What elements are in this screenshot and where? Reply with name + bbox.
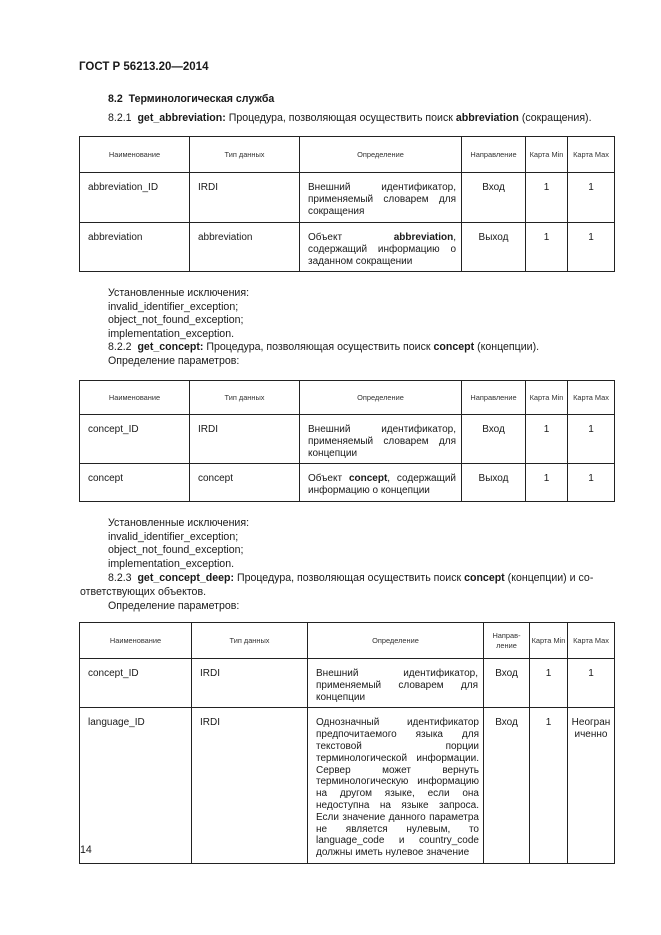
cell-min: 1 (543, 232, 550, 243)
exception-item: object_not_found_exception; (108, 544, 244, 557)
cell-type: IRDI (200, 717, 220, 729)
cell-max: 1 (588, 232, 594, 243)
exceptions-block-1 (108, 287, 249, 341)
section-heading (108, 93, 274, 107)
table-header-row (80, 381, 615, 415)
table-header-row (80, 137, 615, 173)
subsection-8-2-3 (108, 572, 593, 586)
cell-direction: Выход (478, 232, 509, 243)
params-title: Определение параметров: (108, 355, 240, 367)
procedure-text-end: (концепции). (477, 341, 540, 353)
parameters-table-2 (79, 380, 615, 502)
procedure-name: get_concept_deep: (137, 572, 234, 584)
exception-item: implementation_exception. (108, 327, 235, 340)
cell-definition: Однозначный идентификатор предпочитаемого языка для текстовой порции терминологической информации. Сервер может вернуть терминологическую информацию на другом языке, если она недоступна на языке запроса. Если значение данного параметра не является нулевым, то language_code и country_code должны иметь нулевое значение (316, 717, 479, 859)
procedure-text-end: (сокращения). (521, 112, 592, 124)
header-card-min: Карта Min (526, 381, 568, 415)
section-number: 8.2 (108, 93, 123, 105)
cell-type: abbreviation (198, 232, 253, 243)
cell-type: IRDI (198, 182, 218, 193)
header-type: Тип данных (190, 137, 300, 173)
header-name: Наименование (80, 137, 190, 173)
cell-name: abbreviation_ID (88, 182, 159, 193)
procedure-text-continued: ответствующих объектов. (80, 586, 207, 598)
cell-max: 1 (588, 473, 594, 485)
table-row (80, 464, 615, 502)
def-text-end: , содержащий информацию о заданном сокращении (308, 232, 456, 267)
table-header-row (80, 623, 615, 659)
cell-direction: Вход (495, 668, 518, 679)
exception-item: invalid_identifier_exception; (108, 530, 239, 543)
cell-direction: Выход (478, 473, 509, 485)
header-type: Тип данных (192, 623, 308, 659)
header-card-max: Карта Max (568, 381, 615, 415)
cell-min: 1 (543, 182, 550, 193)
header-name: Наименование (80, 381, 190, 415)
exception-item: object_not_found_exception; (108, 314, 244, 327)
header-card-max: Карта Max (568, 623, 615, 659)
def-text-end: , содержащий информацию о концепции (308, 473, 456, 497)
exception-item: implementation_exception. (108, 557, 235, 570)
subsection-8-2-2 (108, 341, 539, 355)
cell-type: IRDI (200, 668, 220, 679)
cell-name: concept_ID (88, 668, 139, 679)
cell-min: 1 (545, 717, 552, 729)
table-row (80, 223, 615, 272)
exceptions-title: Установленные исключения: (108, 517, 250, 529)
procedure-keyword: abbreviation (455, 112, 519, 124)
subsection-number: 8.2.1 (108, 112, 132, 124)
cell-min: 1 (545, 668, 552, 679)
cell-direction: Вход (495, 717, 518, 729)
cell-type: concept (198, 473, 234, 485)
table-row (80, 173, 615, 223)
header-definition: Определение (308, 623, 484, 659)
procedure-keyword: concept (433, 341, 475, 353)
cell-name: concept (88, 473, 124, 485)
header-card-max: Карта Max (568, 137, 615, 173)
procedure-text-end: (концепции) и со- (507, 572, 594, 584)
header-direction: Направление (462, 137, 526, 173)
exceptions-title: Установленные исключения: (108, 287, 250, 299)
def-text: Объект (308, 232, 343, 243)
exceptions-block-2 (108, 517, 249, 571)
header-definition: Определение (300, 381, 462, 415)
procedure-text: Процедура, позволяющая осуществить поиск (206, 341, 431, 353)
header-type: Тип данных (190, 381, 300, 415)
cell-max: Неограниченно (571, 717, 611, 741)
params-title: Определение параметров: (108, 600, 240, 612)
cell-min: 1 (543, 424, 550, 435)
cell-name: language_ID (88, 717, 145, 729)
section-title: Терминологическая служба (128, 93, 275, 105)
cell-definition: Внешний идентификатор, применяемый словарем для концепции (308, 424, 456, 459)
procedure-text: Процедура, позволяющая осуществить поиск (236, 572, 462, 584)
header-card-min: Карта Min (530, 623, 568, 659)
procedure-name: get_concept: (137, 341, 204, 353)
table-row (80, 415, 615, 464)
parameters-table-1 (79, 136, 615, 272)
subsection-8-2-1 (108, 112, 592, 126)
procedure-name: get_abbreviation: (137, 112, 226, 124)
def-keyword: abbreviation (393, 232, 454, 243)
page-number: 14 (80, 844, 92, 856)
exception-item: invalid_identifier_exception; (108, 300, 239, 313)
header-direction: Направление (462, 381, 526, 415)
table-row (80, 708, 615, 864)
cell-type: IRDI (198, 424, 218, 435)
cell-direction: Вход (482, 424, 505, 435)
cell-name: concept_ID (88, 424, 139, 435)
cell-max: 1 (588, 182, 594, 193)
def-text: Объект (308, 473, 343, 485)
header-name: Наименование (80, 623, 192, 659)
cell-definition (300, 464, 461, 501)
subsection-number: 8.2.3 (108, 572, 132, 584)
procedure-text: Процедура, позволяющая осуществить поиск (228, 112, 453, 124)
parameters-table-3 (79, 622, 615, 864)
cell-definition: Внешний идентификатор, применяемый словарем для сокращения (308, 182, 456, 217)
cell-max: 1 (588, 424, 594, 435)
cell-definition (300, 223, 461, 271)
header-definition: Определение (300, 137, 462, 173)
standard-number: ГОСТ Р 56213.20—2014 (79, 61, 209, 73)
table-row (80, 659, 615, 708)
cell-definition: Внешний идентификатор, применяемый словарем для концепции (316, 668, 478, 703)
header-direction: Направ-ление (484, 623, 530, 659)
procedure-keyword: concept (464, 572, 505, 584)
cell-direction: Вход (482, 182, 505, 193)
def-keyword: concept (348, 473, 388, 485)
subsection-number: 8.2.2 (108, 341, 132, 353)
cell-name: abbreviation (88, 232, 143, 243)
cell-max: 1 (588, 668, 594, 679)
cell-min: 1 (543, 473, 550, 485)
header-card-min: Карта Min (526, 137, 568, 173)
